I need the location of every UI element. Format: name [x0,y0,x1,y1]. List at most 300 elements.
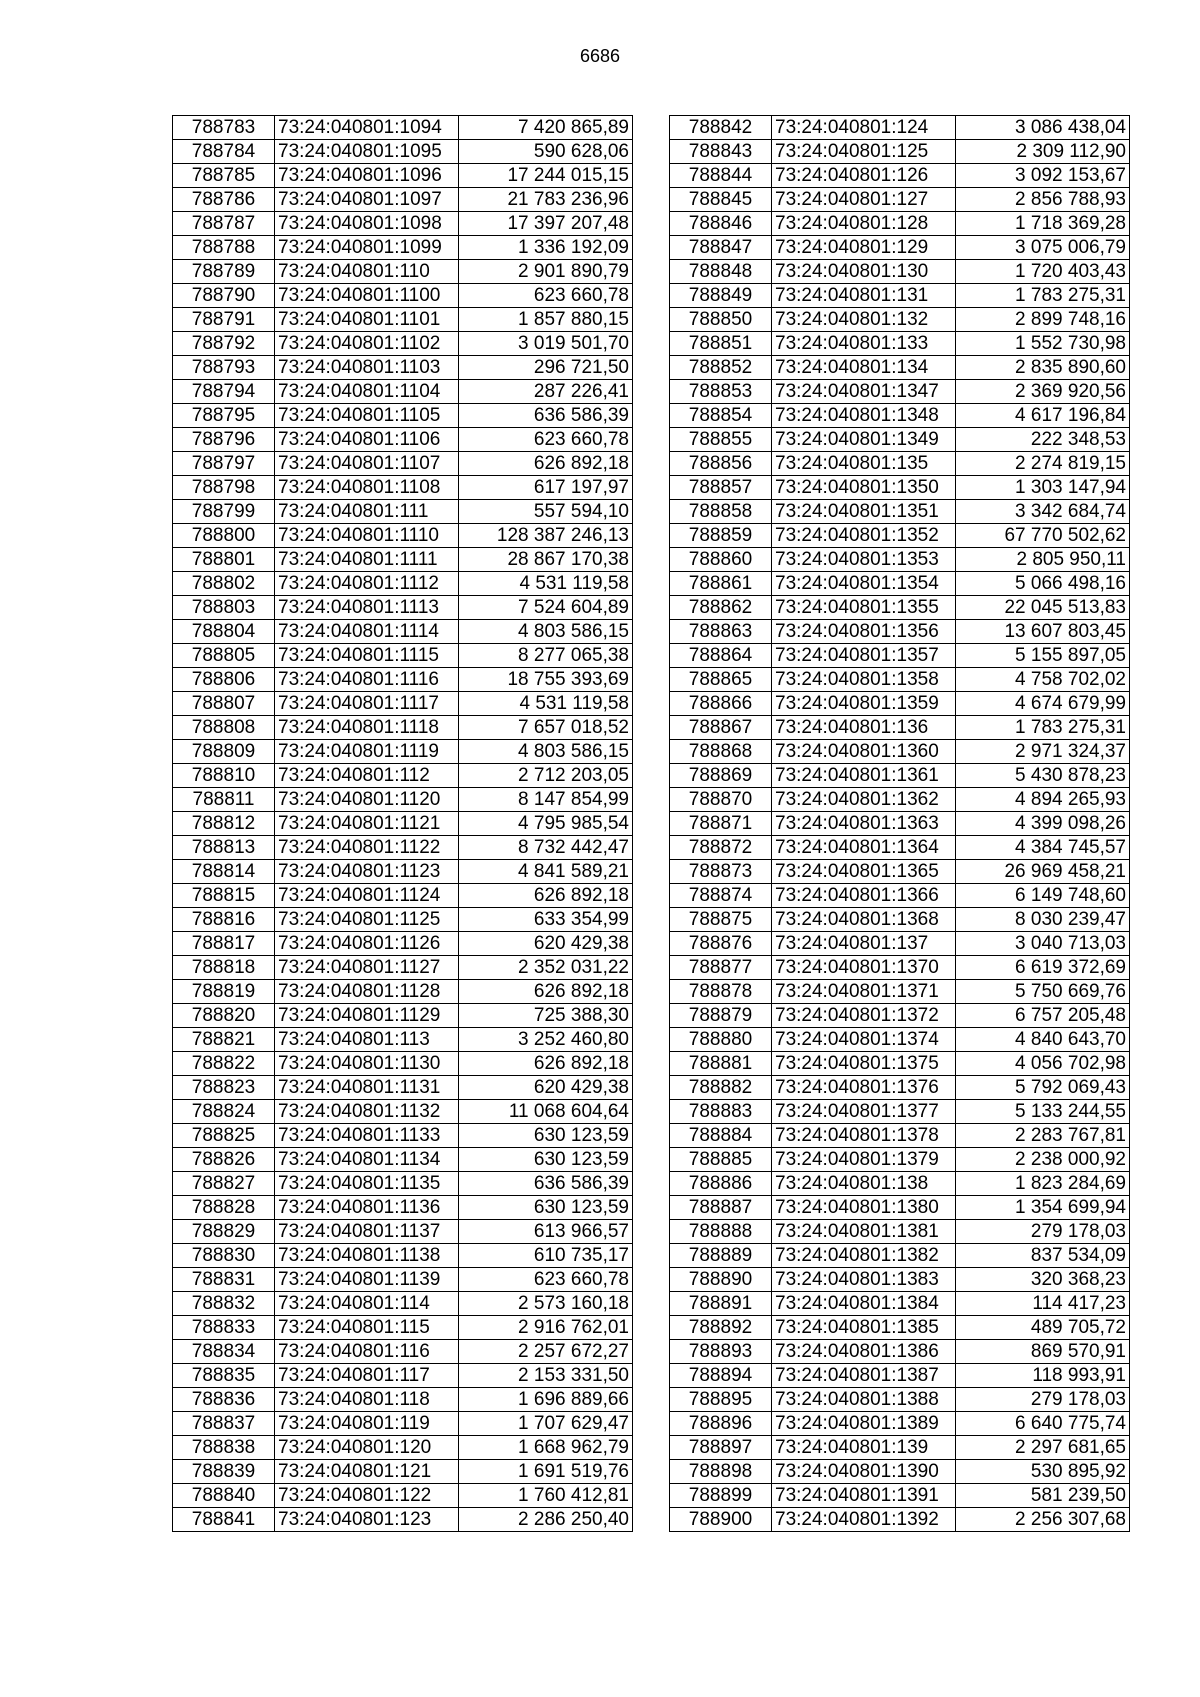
table-row [670,740,1130,764]
row-number-cell: 788843 [670,140,772,164]
table-row [670,356,1130,380]
value-cell: 590 628,06 [459,140,633,164]
table-row [173,956,633,980]
value-cell: 2 283 767,81 [956,1124,1130,1148]
cadastral-number-cell: 73:24:040801:1354 [772,572,956,596]
cadastral-number-cell: 73:24:040801:1110 [275,524,459,548]
row-number-cell: 788795 [173,404,275,428]
value-cell: 2 899 748,16 [956,308,1130,332]
cadastral-number-cell: 73:24:040801:112 [275,764,459,788]
value-cell: 4 056 702,98 [956,1052,1130,1076]
row-number-cell: 788783 [173,116,275,140]
cadastral-number-cell: 73:24:040801:1357 [772,644,956,668]
cadastral-number-cell: 73:24:040801:128 [772,212,956,236]
row-number-cell: 788822 [173,1052,275,1076]
cadastral-number-cell: 73:24:040801:1388 [772,1388,956,1412]
value-cell: 2 297 681,65 [956,1436,1130,1460]
cadastral-number-cell: 73:24:040801:1391 [772,1484,956,1508]
value-cell: 287 226,41 [459,380,633,404]
cadastral-number-cell: 73:24:040801:123 [275,1508,459,1532]
cadastral-number-cell: 73:24:040801:136 [772,716,956,740]
table-row [670,188,1130,212]
cadastral-number-cell: 73:24:040801:1095 [275,140,459,164]
row-number-cell: 788833 [173,1316,275,1340]
cadastral-number-cell: 73:24:040801:135 [772,452,956,476]
row-number-cell: 788862 [670,596,772,620]
cadastral-number-cell: 73:24:040801:1381 [772,1220,956,1244]
table-row [173,932,633,956]
table-row [670,884,1130,908]
row-number-cell: 788849 [670,284,772,308]
row-number-cell: 788826 [173,1148,275,1172]
value-cell: 626 892,18 [459,1052,633,1076]
row-number-cell: 788852 [670,356,772,380]
value-cell: 837 534,09 [956,1244,1130,1268]
value-cell: 4 803 586,15 [459,620,633,644]
value-cell: 1 696 889,66 [459,1388,633,1412]
value-cell: 3 086 438,04 [956,116,1130,140]
table-row [173,548,633,572]
cadastral-number-cell: 73:24:040801:1127 [275,956,459,980]
value-cell: 636 586,39 [459,404,633,428]
table-row [173,164,633,188]
cadastral-number-cell: 73:24:040801:1384 [772,1292,956,1316]
row-number-cell: 788896 [670,1412,772,1436]
row-number-cell: 788874 [670,884,772,908]
table-row [670,452,1130,476]
value-cell: 8 147 854,99 [459,788,633,812]
row-number-cell: 788865 [670,668,772,692]
value-cell: 1 783 275,31 [956,716,1130,740]
value-cell: 6 757 205,48 [956,1004,1130,1028]
table-row [173,812,633,836]
cadastral-number-cell: 73:24:040801:1117 [275,692,459,716]
cadastral-number-cell: 73:24:040801:1108 [275,476,459,500]
cadastral-number-cell: 73:24:040801:1106 [275,428,459,452]
table-row [670,284,1130,308]
cadastral-number-cell: 73:24:040801:1129 [275,1004,459,1028]
row-number-cell: 788811 [173,788,275,812]
value-cell: 623 660,78 [459,1268,633,1292]
cadastral-number-cell: 73:24:040801:1368 [772,908,956,932]
table-row [173,260,633,284]
cadastral-number-cell: 73:24:040801:1100 [275,284,459,308]
row-number-cell: 788847 [670,236,772,260]
cadastral-number-cell: 73:24:040801:1387 [772,1364,956,1388]
cadastral-number-cell: 73:24:040801:1107 [275,452,459,476]
row-number-cell: 788878 [670,980,772,1004]
table-row [173,860,633,884]
cadastral-number-cell: 73:24:040801:1102 [275,332,459,356]
table-row [173,236,633,260]
cadastral-number-cell: 73:24:040801:1347 [772,380,956,404]
value-cell: 581 239,50 [956,1484,1130,1508]
table-row [670,116,1130,140]
value-cell: 6 149 748,60 [956,884,1130,908]
table-row [670,788,1130,812]
row-number-cell: 788810 [173,764,275,788]
row-number-cell: 788890 [670,1268,772,1292]
row-number-cell: 788884 [670,1124,772,1148]
cadastral-number-cell: 73:24:040801:1114 [275,620,459,644]
row-number-cell: 788860 [670,548,772,572]
table-body-right [670,116,1130,1532]
value-cell: 118 993,91 [956,1364,1130,1388]
cadastral-number-cell: 73:24:040801:129 [772,236,956,260]
table-row [173,692,633,716]
cadastral-number-cell: 73:24:040801:122 [275,1484,459,1508]
value-cell: 2 238 000,92 [956,1148,1130,1172]
value-cell: 2 369 920,56 [956,380,1130,404]
row-number-cell: 788845 [670,188,772,212]
row-number-cell: 788854 [670,404,772,428]
row-number-cell: 788794 [173,380,275,404]
cadastral-number-cell: 73:24:040801:1383 [772,1268,956,1292]
row-number-cell: 788797 [173,452,275,476]
row-number-cell: 788804 [173,620,275,644]
cadastral-number-cell: 73:24:040801:119 [275,1412,459,1436]
cadastral-number-cell: 73:24:040801:1113 [275,596,459,620]
value-cell: 4 841 589,21 [459,860,633,884]
row-number-cell: 788892 [670,1316,772,1340]
table-row [173,1388,633,1412]
value-cell: 4 758 702,02 [956,668,1130,692]
row-number-cell: 788802 [173,572,275,596]
row-number-cell: 788808 [173,716,275,740]
value-cell: 4 674 679,99 [956,692,1130,716]
table-row [670,1244,1130,1268]
row-number-cell: 788820 [173,1004,275,1028]
table-row [173,428,633,452]
table-row [173,740,633,764]
row-number-cell: 788785 [173,164,275,188]
value-cell: 7 524 604,89 [459,596,633,620]
table-row [173,572,633,596]
table-row [173,1460,633,1484]
cadastral-number-cell: 73:24:040801:1359 [772,692,956,716]
value-cell: 2 805 950,11 [956,548,1130,572]
table-row [670,572,1130,596]
value-cell: 4 894 265,93 [956,788,1130,812]
row-number-cell: 788796 [173,428,275,452]
cadastral-number-cell: 73:24:040801:1133 [275,1124,459,1148]
value-cell: 1 857 880,15 [459,308,633,332]
table-row [670,716,1130,740]
cadastral-number-cell: 73:24:040801:1137 [275,1220,459,1244]
table-row [173,1484,633,1508]
value-cell: 630 123,59 [459,1124,633,1148]
value-cell: 2 257 672,27 [459,1340,633,1364]
cadastral-number-cell: 73:24:040801:1362 [772,788,956,812]
cadastral-number-cell: 73:24:040801:1376 [772,1076,956,1100]
value-cell: 128 387 246,13 [459,524,633,548]
row-number-cell: 788880 [670,1028,772,1052]
cadastral-number-cell: 73:24:040801:1134 [275,1148,459,1172]
cadastral-number-cell: 73:24:040801:1360 [772,740,956,764]
value-cell: 626 892,18 [459,884,633,908]
row-number-cell: 788787 [173,212,275,236]
row-number-cell: 788882 [670,1076,772,1100]
cadastral-number-cell: 73:24:040801:1104 [275,380,459,404]
row-number-cell: 788867 [670,716,772,740]
cadastral-number-cell: 73:24:040801:1353 [772,548,956,572]
value-cell: 2 712 203,05 [459,764,633,788]
row-number-cell: 788798 [173,476,275,500]
table-row [173,1364,633,1388]
cadastral-number-cell: 73:24:040801:1374 [772,1028,956,1052]
row-number-cell: 788815 [173,884,275,908]
table-row [670,764,1130,788]
cadastral-number-cell: 73:24:040801:1119 [275,740,459,764]
row-number-cell: 788824 [173,1100,275,1124]
row-number-cell: 788832 [173,1292,275,1316]
row-number-cell: 788786 [173,188,275,212]
table-row [670,428,1130,452]
table-row [173,1172,633,1196]
row-number-cell: 788817 [173,932,275,956]
table-row [670,1172,1130,1196]
row-number-cell: 788863 [670,620,772,644]
value-cell: 6 619 372,69 [956,956,1130,980]
value-cell: 1 760 412,81 [459,1484,633,1508]
table-row [670,692,1130,716]
row-number-cell: 788840 [173,1484,275,1508]
row-number-cell: 788881 [670,1052,772,1076]
value-cell: 5 430 878,23 [956,764,1130,788]
value-cell: 2 835 890,60 [956,356,1130,380]
cadastral-number-cell: 73:24:040801:1372 [772,1004,956,1028]
cadastral-number-cell: 73:24:040801:1103 [275,356,459,380]
value-cell: 67 770 502,62 [956,524,1130,548]
value-cell: 22 045 513,83 [956,596,1130,620]
table-row [670,524,1130,548]
table-row [173,980,633,1004]
value-cell: 1 823 284,69 [956,1172,1130,1196]
cadastral-number-cell: 73:24:040801:1350 [772,476,956,500]
value-cell: 8 030 239,47 [956,908,1130,932]
table-row [173,884,633,908]
row-number-cell: 788858 [670,500,772,524]
value-cell: 557 594,10 [459,500,633,524]
cadastral-number-cell: 73:24:040801:126 [772,164,956,188]
table-row [670,1196,1130,1220]
value-cell: 1 354 699,94 [956,1196,1130,1220]
value-cell: 5 155 897,05 [956,644,1130,668]
cadastral-number-cell: 73:24:040801:1390 [772,1460,956,1484]
table-row [670,140,1130,164]
row-number-cell: 788899 [670,1484,772,1508]
row-number-cell: 788848 [670,260,772,284]
cadastral-number-cell: 73:24:040801:1101 [275,308,459,332]
table-row [670,1316,1130,1340]
cadastral-number-cell: 73:24:040801:1099 [275,236,459,260]
value-cell: 8 732 442,47 [459,836,633,860]
row-number-cell: 788839 [173,1460,275,1484]
row-number-cell: 788829 [173,1220,275,1244]
table-row [173,1196,633,1220]
row-number-cell: 788816 [173,908,275,932]
row-number-cell: 788898 [670,1460,772,1484]
row-number-cell: 788871 [670,812,772,836]
row-number-cell: 788864 [670,644,772,668]
table-row [173,212,633,236]
value-cell: 2 971 324,37 [956,740,1130,764]
cadastral-number-cell: 73:24:040801:1118 [275,716,459,740]
row-number-cell: 788805 [173,644,275,668]
table-row [670,836,1130,860]
table-row [173,1004,633,1028]
cadastral-number-cell: 73:24:040801:1122 [275,836,459,860]
table-row [670,1412,1130,1436]
cadastral-number-cell: 73:24:040801:1377 [772,1100,956,1124]
table-row [173,644,633,668]
row-number-cell: 788873 [670,860,772,884]
table-row [173,1148,633,1172]
cadastral-table-left [172,115,633,1532]
cadastral-number-cell: 73:24:040801:1365 [772,860,956,884]
value-cell: 617 197,97 [459,476,633,500]
value-cell: 633 354,99 [459,908,633,932]
table-row [670,1460,1130,1484]
table-row [173,764,633,788]
value-cell: 28 867 170,38 [459,548,633,572]
row-number-cell: 788813 [173,836,275,860]
row-number-cell: 788893 [670,1340,772,1364]
table-row [670,1268,1130,1292]
cadastral-number-cell: 73:24:040801:1358 [772,668,956,692]
row-number-cell: 788827 [173,1172,275,1196]
table-row [670,1220,1130,1244]
row-number-cell: 788793 [173,356,275,380]
table-row [173,1508,633,1532]
cadastral-number-cell: 73:24:040801:133 [772,332,956,356]
cadastral-number-cell: 73:24:040801:1111 [275,548,459,572]
cadastral-number-cell: 73:24:040801:118 [275,1388,459,1412]
table-row [670,1004,1130,1028]
table-row [670,332,1130,356]
cadastral-number-cell: 73:24:040801:1382 [772,1244,956,1268]
cadastral-number-cell: 73:24:040801:1364 [772,836,956,860]
table-row [173,356,633,380]
row-number-cell: 788812 [173,812,275,836]
value-cell: 26 969 458,21 [956,860,1130,884]
cadastral-number-cell: 73:24:040801:114 [275,1292,459,1316]
table-row [173,1244,633,1268]
value-cell: 17 244 015,15 [459,164,633,188]
table-row [670,1340,1130,1364]
value-cell: 4 399 098,26 [956,812,1130,836]
value-cell: 623 660,78 [459,428,633,452]
table-row [670,668,1130,692]
row-number-cell: 788789 [173,260,275,284]
value-cell: 620 429,38 [459,932,633,956]
value-cell: 869 570,91 [956,1340,1130,1364]
row-number-cell: 788850 [670,308,772,332]
row-number-cell: 788895 [670,1388,772,1412]
table-row [670,596,1130,620]
value-cell: 3 252 460,80 [459,1028,633,1052]
row-number-cell: 788887 [670,1196,772,1220]
table-row [670,308,1130,332]
cadastral-number-cell: 73:24:040801:116 [275,1340,459,1364]
value-cell: 2 916 762,01 [459,1316,633,1340]
table-row [173,716,633,740]
table-row [670,644,1130,668]
cadastral-number-cell: 73:24:040801:121 [275,1460,459,1484]
row-number-cell: 788801 [173,548,275,572]
cadastral-number-cell: 73:24:040801:1385 [772,1316,956,1340]
cadastral-number-cell: 73:24:040801:1094 [275,116,459,140]
value-cell: 11 068 604,64 [459,1100,633,1124]
row-number-cell: 788879 [670,1004,772,1028]
value-cell: 2 856 788,93 [956,188,1130,212]
row-number-cell: 788900 [670,1508,772,1532]
row-number-cell: 788834 [173,1340,275,1364]
table-row [670,1100,1130,1124]
value-cell: 1 720 403,43 [956,260,1130,284]
row-number-cell: 788870 [670,788,772,812]
row-number-cell: 788792 [173,332,275,356]
value-cell: 8 277 065,38 [459,644,633,668]
value-cell: 7 420 865,89 [459,116,633,140]
row-number-cell: 788825 [173,1124,275,1148]
row-number-cell: 788855 [670,428,772,452]
value-cell: 613 966,57 [459,1220,633,1244]
row-number-cell: 788819 [173,980,275,1004]
table-row [173,1028,633,1052]
value-cell: 1 707 629,47 [459,1412,633,1436]
value-cell: 636 586,39 [459,1172,633,1196]
table-row [173,788,633,812]
row-number-cell: 788856 [670,452,772,476]
table-row [173,116,633,140]
cadastral-number-cell: 73:24:040801:137 [772,932,956,956]
value-cell: 2 901 890,79 [459,260,633,284]
row-number-cell: 788800 [173,524,275,548]
cadastral-number-cell: 73:24:040801:125 [772,140,956,164]
value-cell: 4 384 745,57 [956,836,1130,860]
row-number-cell: 788814 [173,860,275,884]
table-row [173,1316,633,1340]
row-number-cell: 788851 [670,332,772,356]
cadastral-number-cell: 73:24:040801:117 [275,1364,459,1388]
table-row [173,1412,633,1436]
table-row [173,668,633,692]
table-row [670,1124,1130,1148]
row-number-cell: 788807 [173,692,275,716]
table-row [670,164,1130,188]
table-row [670,1076,1130,1100]
value-cell: 3 019 501,70 [459,332,633,356]
value-cell: 1 691 519,76 [459,1460,633,1484]
cadastral-number-cell: 73:24:040801:138 [772,1172,956,1196]
value-cell: 1 552 730,98 [956,332,1130,356]
value-cell: 2 274 819,15 [956,452,1130,476]
row-number-cell: 788790 [173,284,275,308]
cadastral-number-cell: 73:24:040801:132 [772,308,956,332]
value-cell: 279 178,03 [956,1388,1130,1412]
cadastral-number-cell: 73:24:040801:1386 [772,1340,956,1364]
table-row [173,140,633,164]
table-row [670,404,1130,428]
value-cell: 626 892,18 [459,980,633,1004]
value-cell: 610 735,17 [459,1244,633,1268]
cadastral-number-cell: 73:24:040801:131 [772,284,956,308]
value-cell: 3 342 684,74 [956,500,1130,524]
table-row [173,452,633,476]
cadastral-number-cell: 73:24:040801:1138 [275,1244,459,1268]
value-cell: 5 133 244,55 [956,1100,1130,1124]
